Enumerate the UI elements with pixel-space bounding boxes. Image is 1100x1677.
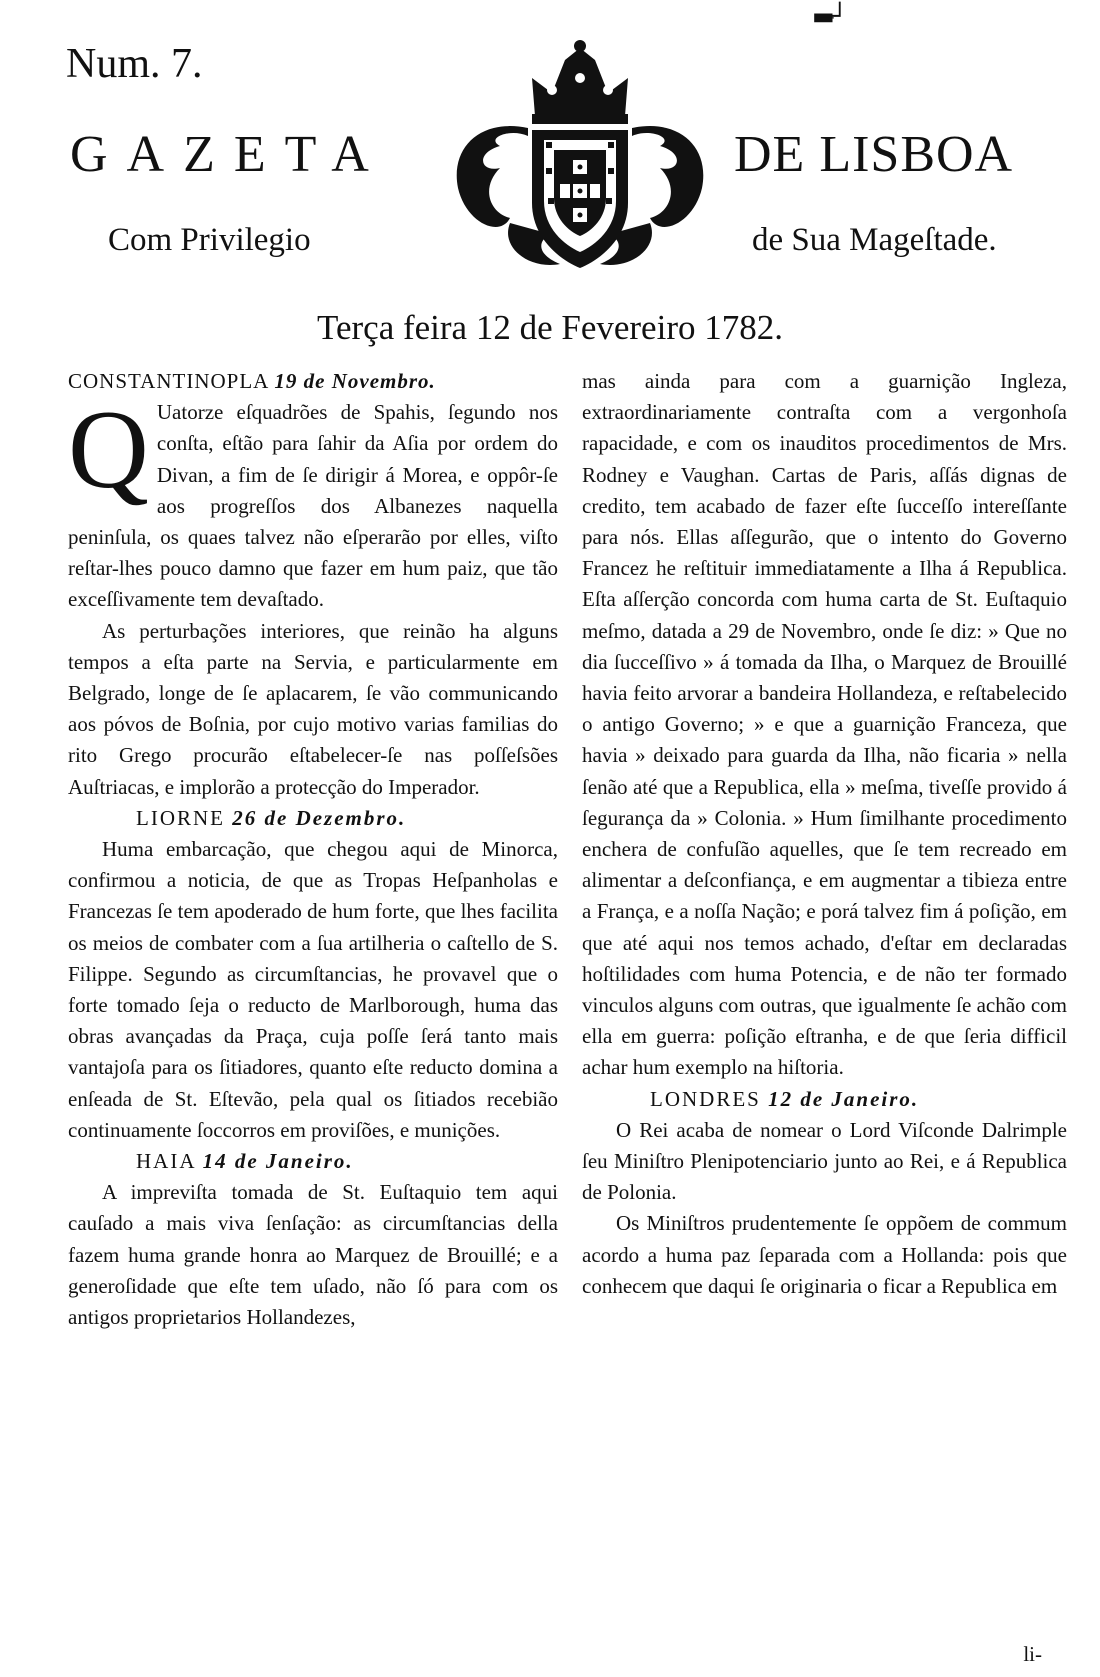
subtitle-privilegio: Com Privilegio [108, 222, 311, 258]
article-haia: A impreviſta tomada de St. Euſtaquio tem aqui cauſado a mais viva ſenſação: as circumſtancias della fazem huma grande honra ao Marquez de Brouillé; e a generoſidade que eſte tem uſado, não ſó para com os antigos proprietarios Hollandezes, [68, 1180, 558, 1330]
article-liorne: Huma embarcação, que chegou aqui de Minorca, confirmou a noticia, de que as Tropas Heſpanholas e Francezas ſe tem apoderado de hum forte, que lhes facilita os meios de combater com a ſua artilheria o caſtello de S. Filippe. Segundo as circumſtancias, he provavel que o forte tomado ſeja o reducto de Marlborough, huma das obras avançadas da Praça, cuja poſſe ſerá tanto mais vantajoſa para os ſitiadores, quanto eſte reducto domina a enſeada de St. Eſtevão, pela qual os ſitiados recebião continuamente ſoccorros em proviſões, e munições. [68, 837, 558, 1142]
left-column [68, 366, 558, 1333]
dispatch-heading-haia [68, 1146, 558, 1177]
dispatch-date: 19 de Novembro. [274, 369, 436, 393]
issue-number: Num. 7. [66, 41, 203, 87]
article-servia: As perturbações interiores, que reinão ha alguns tempos a eſta parte na Servia, e particularmente em Belgrado, longe de ſe aplacarem, ſe vão communicando aos póvos de Boſnia, por cujo motivo varias familias do rito Grego procurão eſtabelecer-ſe nas poſſeſsões Auſtriacas, e implorão a protecção do Imperador. [68, 618, 558, 799]
dispatch-date: 14 de Janeiro. [202, 1149, 354, 1174]
article-haia-continued: mas ainda para com a guarnição Ingleza, extraordinariamente contraſta com a vergonhoſa rapacidade, e com os inauditos procedimentos de Mrs. Rodney e Vaughan. Cartas de Paris, aſſás dignas de credito, tem acabado de fazer eſte ſucceſſo intereſſante para nós. Ellas aſſegurão, que o intento do Governo Francez he reſtituir immediatamente a Ilha á Republica. Eſta aſſerção concorda com huma carta de St. Euſtaquio meſmo, datada a 29 de Novembro, onde ſe diz: » Que no dia ſucceſſivo » á tomada da Ilha, o Marquez de Brouillé havia feito arvorar a bandeira Hollandeza, e reſtabelecido o antigo Governo; » e que a guarnição Franceza, que havia » deixado para guarda da Ilha, não ficaria » nella ſenão até que a Republica, ella » meſma, tiveſſe provido á ſegurança da » Colonia. » Hum ſimilhante procedimento enchera de confuſão aquelles, que ſe tem recreado em alimentar a deſconfiança, e em augmentar a tibieza entre a França, e a noſſa Nação; e porá talvez fim á poſição, em que até aqui nos temos achado, d'eſtar em declaradas hoſtilidades com huma Potencia, e de não ter formado vinculos alguns com outras, que igualmente ſe achão com ella em guerra: poſição eſtranha, e de que ſeria difficil achar hum exemplo na hiſtoria. [582, 369, 1067, 1080]
dispatch-heading-liorne [68, 803, 558, 834]
dispatch-place: LIORNE [136, 805, 225, 830]
dispatch-place: LONDRES [650, 1086, 761, 1111]
dispatch-place: CONSTANTINOPLA [68, 369, 269, 393]
dispatch-heading-londres [582, 1084, 1067, 1115]
subtitle-magestade: de Sua Mageſtade. [752, 222, 997, 258]
article-londres-1: O Rei acaba de nomear o Lord Viſconde Dalrimple ſeu Miniſtro Plenipotenciario junto ao Rei, e á Republica de Polonia. [582, 1117, 1067, 1205]
article-londres-2: Os Miniſtros prudentemente ſe oppõem de commum acordo a huma paz ſeparada com a Hollanda: pois que conhecem que daqui ſe originaria o ficar a Republica em [582, 1211, 1067, 1298]
corner-mark: ▬̶┘ [812, 2, 846, 30]
royal-crest-icon [440, 38, 720, 278]
dispatch-date: 26 de Dezembro. [232, 805, 407, 830]
catchword: li- [1023, 1642, 1042, 1666]
dispatch-place: HAIA [136, 1149, 196, 1174]
dispatch-heading-constantinopla [68, 366, 558, 397]
issue-date: Terça feira 12 de Fevereiro 1782. [317, 308, 783, 347]
right-column [582, 366, 1067, 1302]
drop-cap: Q [68, 388, 149, 513]
title-gazeta: GAZETA [70, 126, 388, 183]
dispatch-date: 12 de Janeiro. [768, 1086, 920, 1111]
article-constantinopla [68, 388, 558, 615]
article-text: Uatorze eſquadrões de Spahis, ſegundo nos conſta, eſtão para ſahir da Aſia por ordem do Divan, a fim de ſe dirigir á Morea, e oppôr-ſe aos progreſſos dos Albanezes naquella peninſula, os quaes talvez não eſperarão por elles, viſto reſtar-lhes pouco damno que fazer em hum paiz, que tão exceſſivamente tem devaſtado. [68, 400, 558, 612]
title-de-lisboa: DE LISBOA [734, 126, 1014, 183]
